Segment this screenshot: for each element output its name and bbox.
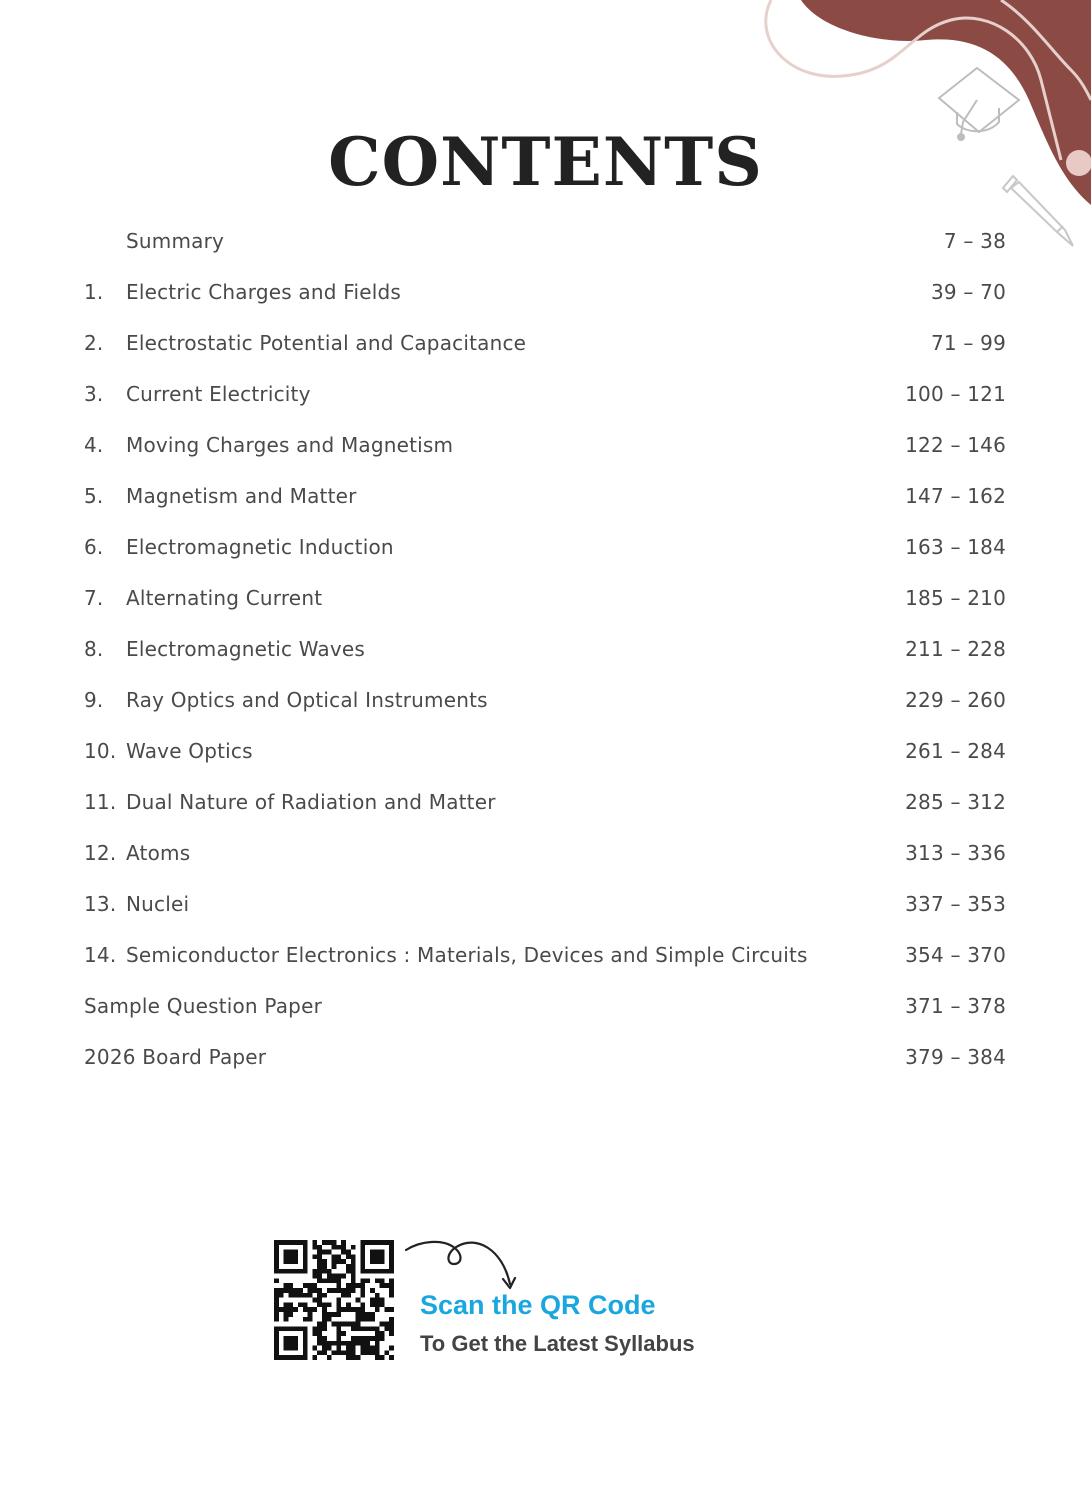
toc-page-range: 379 – 384 <box>905 1044 1006 1069</box>
toc-page-range: 261 – 284 <box>905 738 1006 763</box>
toc-chapter-title: Alternating Current <box>126 585 323 610</box>
toc-chapter-title: Moving Charges and Magnetism <box>126 432 454 457</box>
page-title: CONTENTS <box>328 123 763 201</box>
toc-chapter-title: 2026 Board Paper <box>84 1044 267 1069</box>
toc-page-range: 185 – 210 <box>905 585 1006 610</box>
toc-page-range: 337 – 353 <box>905 891 1006 916</box>
qr-code-icon <box>274 1240 394 1360</box>
toc-row <box>84 419 1006 470</box>
toc-chapter-title: Current Electricity <box>126 381 311 406</box>
toc-page-range: 122 – 146 <box>905 432 1006 457</box>
toc-row <box>84 929 1006 980</box>
toc-row <box>84 470 1006 521</box>
toc-row <box>84 215 1006 266</box>
toc-chapter-title: Electromagnetic Waves <box>126 636 366 661</box>
toc-row <box>84 266 1006 317</box>
toc-page-range: 285 – 312 <box>905 789 1006 814</box>
toc-chapter-title: Atoms <box>126 840 191 865</box>
toc-chapter-number: 10. <box>84 738 117 763</box>
toc-row <box>84 878 1006 929</box>
toc-chapter-number: 7. <box>84 585 104 610</box>
toc-row <box>84 623 1006 674</box>
toc-row <box>84 368 1006 419</box>
toc-chapter-title: Electric Charges and Fields <box>126 279 401 304</box>
toc-page-range: 229 – 260 <box>905 687 1006 712</box>
toc-chapter-title: Summary <box>126 228 225 253</box>
toc-chapter-number: 9. <box>84 687 104 712</box>
toc-chapter-title: Nuclei <box>126 891 190 916</box>
toc-chapter-title: Wave Optics <box>126 738 253 763</box>
toc-row <box>84 317 1006 368</box>
toc-page-range: 39 – 70 <box>930 279 1006 304</box>
toc-chapter-number: 2. <box>84 330 104 355</box>
toc-row <box>84 521 1006 572</box>
toc-chapter-title: Electrostatic Potential and Capacitance <box>126 330 527 355</box>
toc-row <box>84 827 1006 878</box>
toc-chapter-number: 13. <box>84 891 117 916</box>
toc-row <box>84 725 1006 776</box>
toc-page-range: 354 – 370 <box>905 942 1006 967</box>
toc-row <box>84 1031 1006 1082</box>
toc-row <box>84 674 1006 725</box>
curly-arrow-icon <box>402 1238 518 1294</box>
toc-chapter-number: 3. <box>84 381 104 406</box>
toc-row <box>84 572 1006 623</box>
toc-page-range: 211 – 228 <box>905 636 1006 661</box>
toc-page-range: 7 – 38 <box>943 228 1006 253</box>
toc-chapter-number: 8. <box>84 636 104 661</box>
toc-chapter-number: 12. <box>84 840 117 865</box>
table-of-contents <box>84 215 1006 1082</box>
toc-row <box>84 776 1006 827</box>
toc-chapter-number: 11. <box>84 789 117 814</box>
toc-chapter-title: Dual Nature of Radiation and Matter <box>126 789 496 814</box>
toc-page-range: 371 – 378 <box>905 993 1006 1018</box>
toc-page-range: 313 – 336 <box>905 840 1006 865</box>
toc-chapter-title: Sample Question Paper <box>84 993 322 1018</box>
toc-chapter-title: Ray Optics and Optical Instruments <box>126 687 488 712</box>
toc-chapter-title: Magnetism and Matter <box>126 483 357 508</box>
toc-chapter-title: Semiconductor Electronics : Materials, Devices and Simple Circuits <box>126 942 808 967</box>
toc-chapter-number: 5. <box>84 483 104 508</box>
toc-chapter-number: 1. <box>84 279 104 304</box>
toc-chapter-number: 6. <box>84 534 104 559</box>
toc-page-range: 71 – 99 <box>930 330 1006 355</box>
toc-page-range: 147 – 162 <box>905 483 1006 508</box>
toc-chapter-number: 4. <box>84 432 104 457</box>
toc-row <box>84 980 1006 1031</box>
toc-chapter-number: 14. <box>84 942 117 967</box>
scan-qr-headline: Scan the QR Code <box>420 1290 656 1320</box>
toc-page-range: 100 – 121 <box>905 381 1006 406</box>
scan-qr-subline: To Get the Latest Syllabus <box>420 1331 695 1356</box>
toc-chapter-title: Electromagnetic Induction <box>126 534 394 559</box>
toc-page-range: 163 – 184 <box>905 534 1006 559</box>
